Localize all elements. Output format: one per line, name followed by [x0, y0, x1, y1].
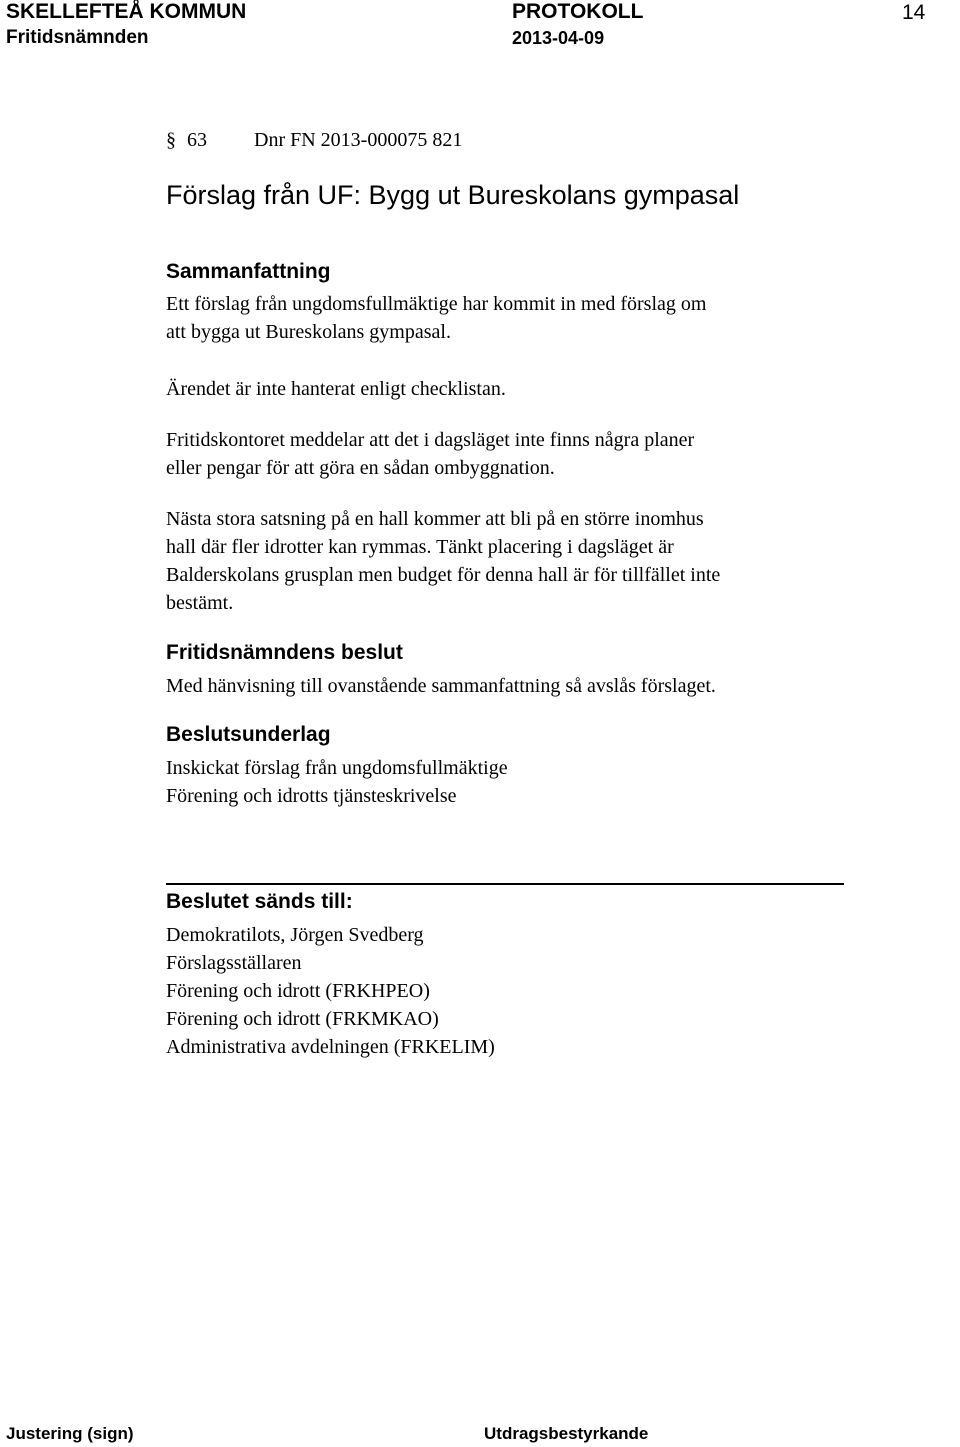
summary-p4-line-2: hall där fler idrotter kan rymmas. Tänkt placering i dagsläget är — [166, 536, 674, 558]
recipient-item: Förslagsställaren — [166, 952, 302, 974]
summary-paragraph-4 — [166, 505, 856, 617]
summary-p3-line-2: eller pengar för att göra en sådan ombyggnation. — [166, 457, 555, 479]
paragraph-reference — [166, 129, 462, 152]
section-symbol: § — [166, 129, 176, 151]
decision-text: Med hänvisning till ovanstående sammanfattning så avslås förslaget. — [166, 675, 716, 697]
page-number: 14 — [902, 1, 926, 24]
basis-item: Inskickat förslag från ungdomsfullmäktige — [166, 757, 508, 779]
summary-paragraph-1 — [166, 290, 856, 346]
basis-heading: Beslutsunderlag — [166, 723, 331, 746]
meeting-date: 2013-04-09 — [512, 28, 605, 48]
document-type: PROTOKOLL — [512, 0, 644, 23]
recipient-item: Förening och idrott (FRKHPEO) — [166, 980, 430, 1002]
summary-p4-line-4: bestämt. — [166, 592, 234, 614]
page-title: Förslag från UF: Bygg ut Bureskolans gympasal — [166, 180, 740, 210]
summary-p4-line-3: Balderskolans grusplan men budget för denna hall är för tillfället inte — [166, 564, 721, 586]
recipient-list — [166, 921, 856, 1061]
summary-p1-line-2: att bygga ut Bureskolans gympasal. — [166, 321, 451, 343]
decision-heading: Fritidsnämndens beslut — [166, 641, 403, 664]
basis-list — [166, 754, 856, 810]
paragraph-number: 63 — [187, 129, 207, 151]
separator-line — [166, 883, 844, 885]
sent-to-heading: Beslutet sänds till: — [166, 890, 353, 913]
recipient-item: Förening och idrott (FRKMKAO) — [166, 1008, 439, 1030]
case-number: Dnr FN 2013-000075 821 — [254, 129, 463, 151]
summary-p4-line-1: Nästa stora satsning på en hall kommer att bli på en större inomhus — [166, 508, 704, 530]
summary-p1-line-1: Ett förslag från ungdomsfullmäktige har kommit in med förslag om — [166, 293, 707, 315]
recipient-item: Administrativa avdelningen (FRKELIM) — [166, 1036, 495, 1058]
summary-paragraph-3 — [166, 426, 856, 482]
organization-name: SKELLEFTEÅ KOMMUN — [6, 0, 247, 23]
recipient-item: Demokratilots, Jörgen Svedberg — [166, 924, 424, 946]
department-name: Fritidsnämnden — [6, 27, 149, 48]
basis-item: Förening och idrotts tjänsteskrivelse — [166, 785, 457, 807]
summary-paragraph-2: Ärendet är inte hanterat enligt checklistan. — [166, 378, 506, 400]
summary-heading: Sammanfattning — [166, 260, 331, 283]
footer-justification: Justering (sign) — [6, 1424, 134, 1443]
summary-p3-line-1: Fritidskontoret meddelar att det i dagsläget inte finns några planer — [166, 429, 695, 451]
footer-extract-certification: Utdragsbestyrkande — [484, 1424, 649, 1443]
